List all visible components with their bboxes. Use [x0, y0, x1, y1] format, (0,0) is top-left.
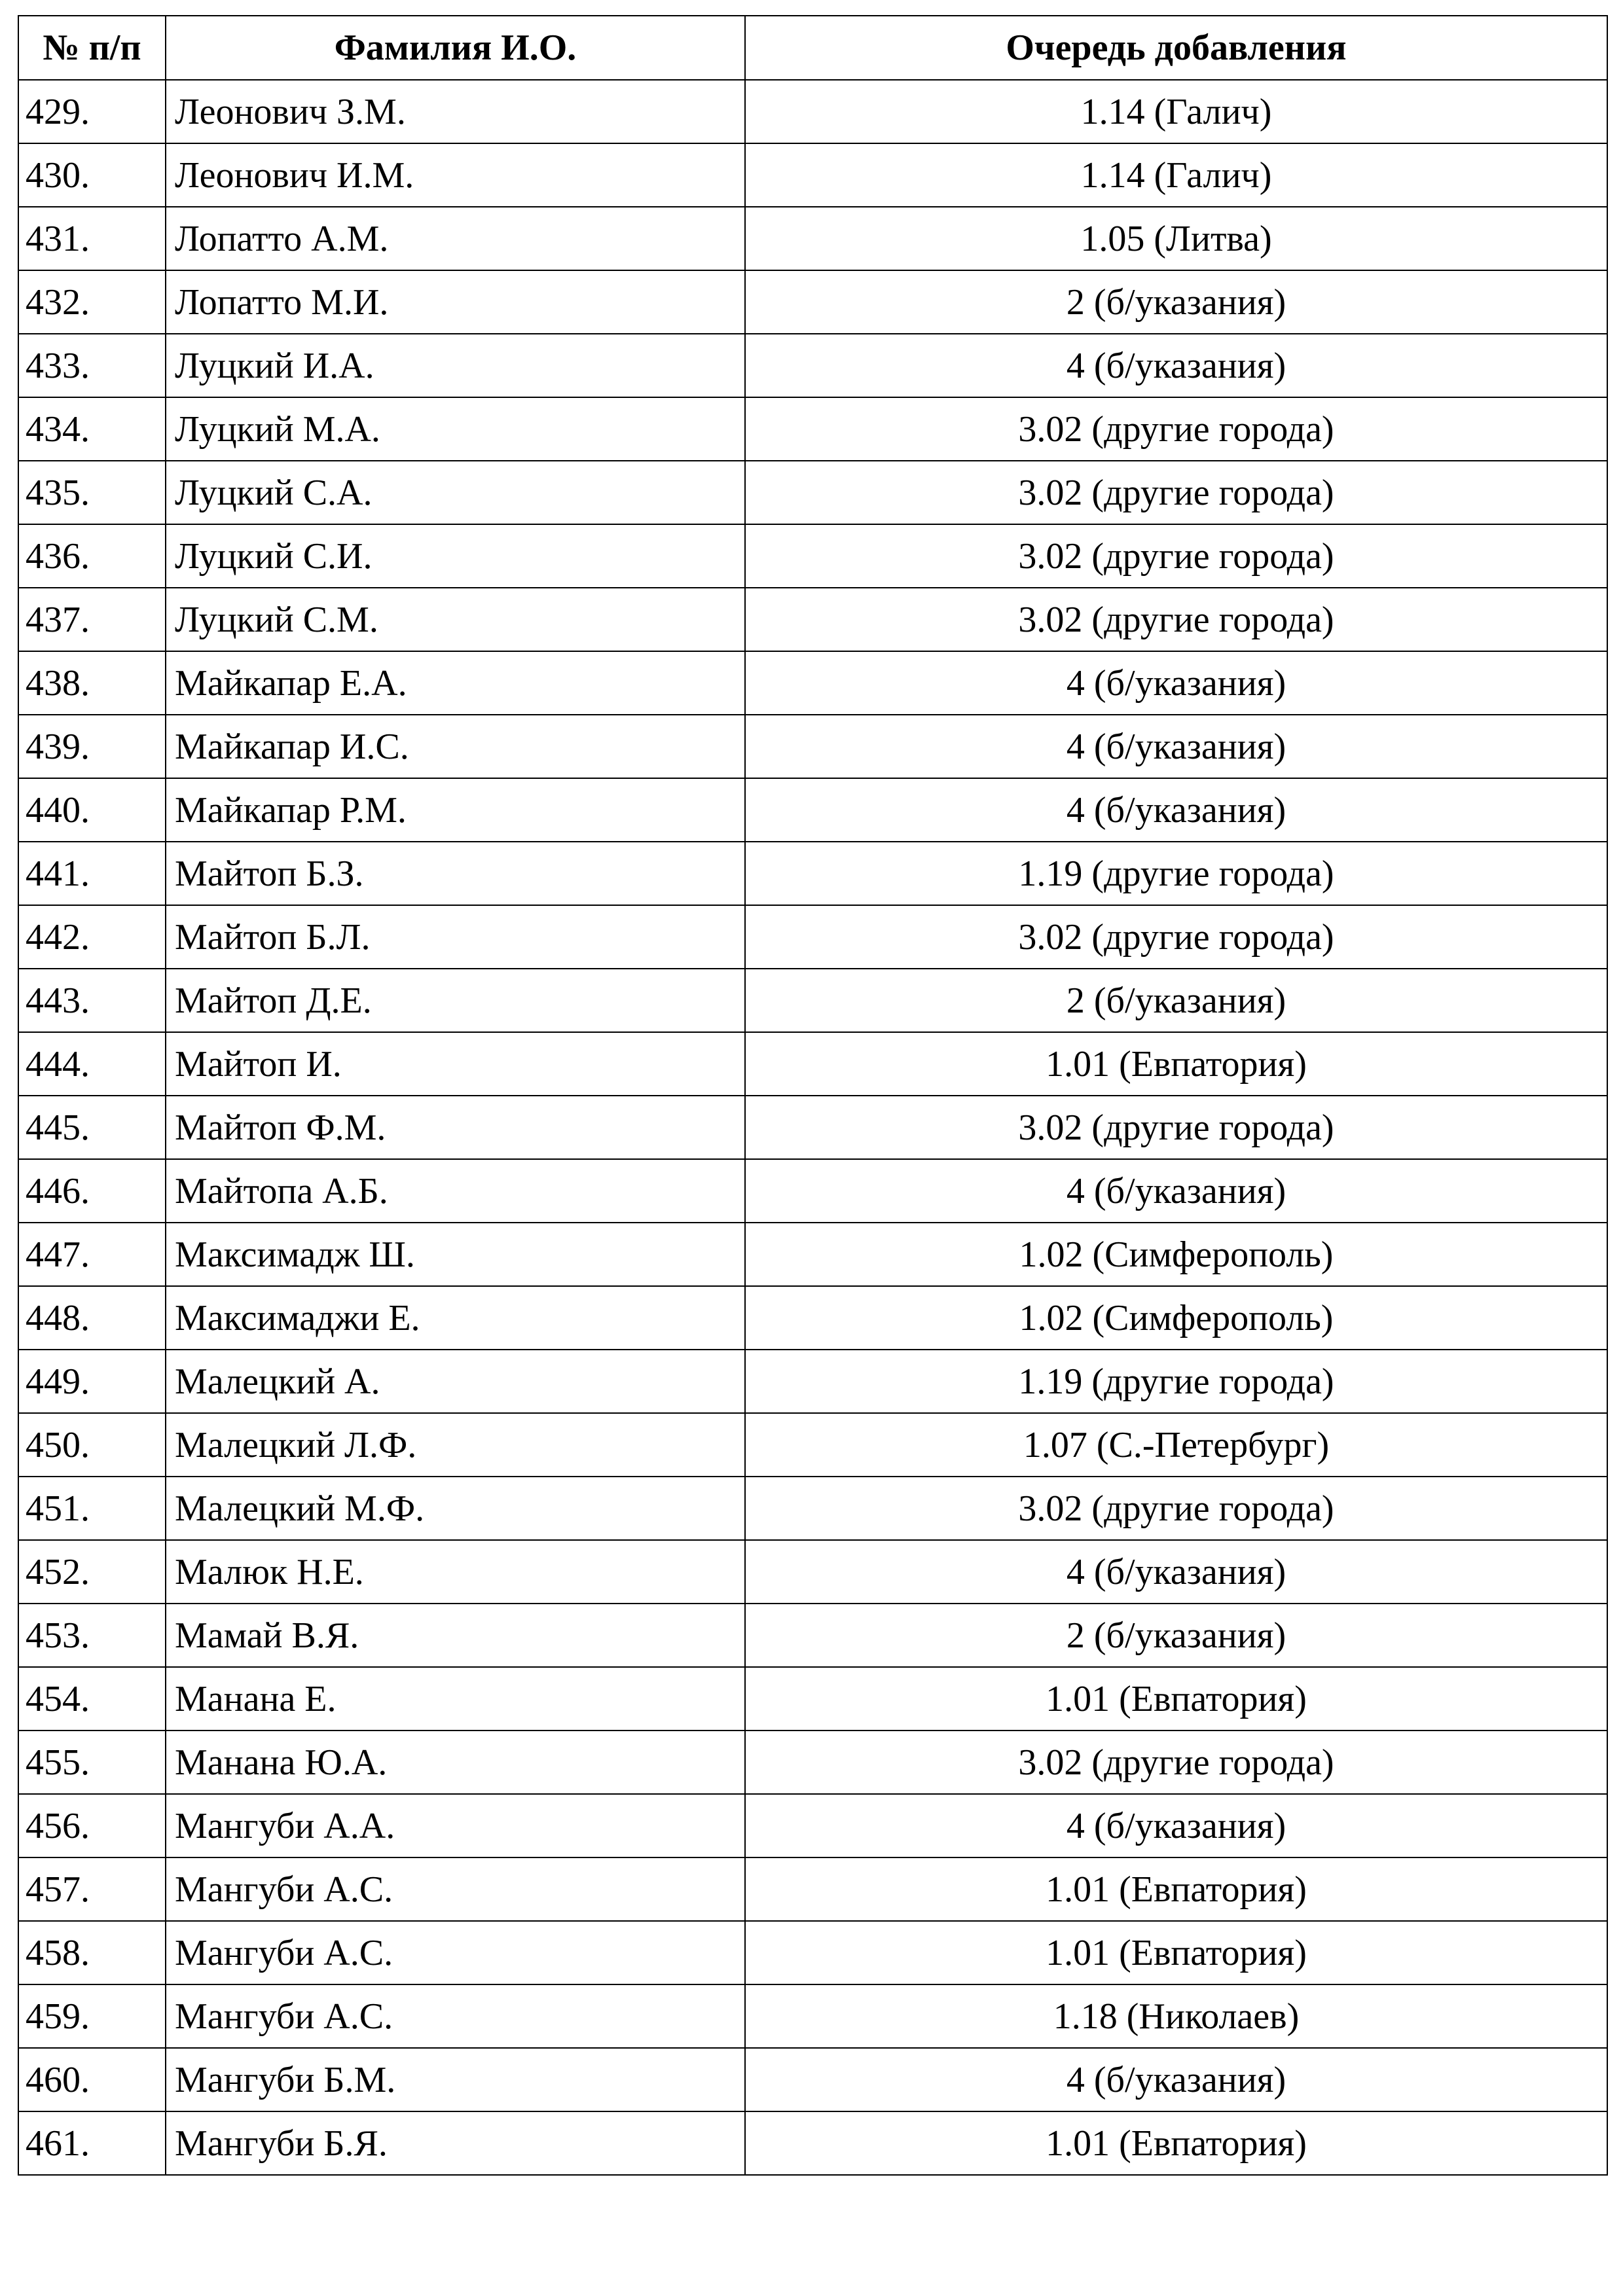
header-name: Фамилия И.О.: [166, 16, 745, 80]
row-queue: 4 (б/указания): [745, 334, 1607, 397]
row-queue: 1.19 (другие города): [745, 1350, 1607, 1413]
table-body: [18, 80, 1607, 2175]
row-queue: 1.02 (Симферополь): [745, 1223, 1607, 1286]
row-name: Майтоп Ф.М.: [166, 1096, 745, 1159]
row-number: 448.: [18, 1286, 166, 1350]
table-row: [18, 842, 1607, 905]
table-row: [18, 969, 1607, 1032]
row-name: Майкапар Р.М.: [166, 778, 745, 842]
row-queue: 4 (б/указания): [745, 651, 1607, 715]
row-queue: 1.02 (Симферополь): [745, 1286, 1607, 1350]
table-row: [18, 397, 1607, 461]
row-number: 460.: [18, 2048, 166, 2111]
row-queue: 4 (б/указания): [745, 2048, 1607, 2111]
table-row: [18, 1857, 1607, 1921]
row-name: Леонович И.М.: [166, 143, 745, 207]
row-queue: 2 (б/указания): [745, 1604, 1607, 1667]
row-number: 451.: [18, 1477, 166, 1540]
row-queue: 3.02 (другие города): [745, 1096, 1607, 1159]
table-row: [18, 1032, 1607, 1096]
row-number: 437.: [18, 588, 166, 651]
row-name: Малецкий Л.Ф.: [166, 1413, 745, 1477]
table-row: [18, 778, 1607, 842]
row-name: Мангуби А.С.: [166, 1857, 745, 1921]
row-queue: 1.19 (другие города): [745, 842, 1607, 905]
row-name: Мамай В.Я.: [166, 1604, 745, 1667]
row-name: Манана Е.: [166, 1667, 745, 1731]
row-name: Мангуби Б.Я.: [166, 2111, 745, 2175]
row-number: 434.: [18, 397, 166, 461]
row-name: Мангуби А.С.: [166, 1921, 745, 1984]
row-queue: 1.14 (Галич): [745, 143, 1607, 207]
row-number: 446.: [18, 1159, 166, 1223]
row-name: Луцкий С.А.: [166, 461, 745, 524]
header-number: № п/п: [18, 16, 166, 80]
row-name: Малюк Н.Е.: [166, 1540, 745, 1604]
row-name: Майтопа А.Б.: [166, 1159, 745, 1223]
row-queue: 3.02 (другие города): [745, 1477, 1607, 1540]
row-queue: 3.02 (другие города): [745, 905, 1607, 969]
row-queue: 4 (б/указания): [745, 1540, 1607, 1604]
row-queue: 1.14 (Галич): [745, 80, 1607, 143]
table-row: [18, 207, 1607, 270]
table-row: [18, 1477, 1607, 1540]
table-row: [18, 524, 1607, 588]
row-name: Мангуби А.С.: [166, 1984, 745, 2048]
header-row: [18, 16, 1607, 80]
row-number: 433.: [18, 334, 166, 397]
row-number: 436.: [18, 524, 166, 588]
row-queue: 1.18 (Николаев): [745, 1984, 1607, 2048]
row-queue: 1.01 (Евпатория): [745, 1667, 1607, 1731]
row-queue: 4 (б/указания): [745, 1794, 1607, 1857]
row-number: 432.: [18, 270, 166, 334]
table-row: [18, 1984, 1607, 2048]
table-row: [18, 334, 1607, 397]
row-queue: 1.01 (Евпатория): [745, 2111, 1607, 2175]
row-name: Малецкий А.: [166, 1350, 745, 1413]
row-name: Леонович З.М.: [166, 80, 745, 143]
table-row: [18, 1159, 1607, 1223]
table-row: [18, 1731, 1607, 1794]
row-queue: 4 (б/указания): [745, 1159, 1607, 1223]
row-queue: 1.01 (Евпатория): [745, 1032, 1607, 1096]
row-queue: 3.02 (другие города): [745, 524, 1607, 588]
table-row: [18, 1350, 1607, 1413]
row-queue: 3.02 (другие города): [745, 588, 1607, 651]
table-row: [18, 1096, 1607, 1159]
table-row: [18, 715, 1607, 778]
table-row: [18, 588, 1607, 651]
row-name: Луцкий М.А.: [166, 397, 745, 461]
table-row: [18, 1667, 1607, 1731]
table-row: [18, 1540, 1607, 1604]
row-number: 443.: [18, 969, 166, 1032]
table-row: [18, 2111, 1607, 2175]
row-queue: 4 (б/указания): [745, 778, 1607, 842]
row-name: Майкапар И.С.: [166, 715, 745, 778]
row-number: 449.: [18, 1350, 166, 1413]
row-name: Майтоп И.: [166, 1032, 745, 1096]
table-row: [18, 461, 1607, 524]
row-number: 429.: [18, 80, 166, 143]
row-number: 450.: [18, 1413, 166, 1477]
row-number: 454.: [18, 1667, 166, 1731]
row-number: 458.: [18, 1921, 166, 1984]
table-row: [18, 651, 1607, 715]
table-row: [18, 143, 1607, 207]
table-row: [18, 1286, 1607, 1350]
table-row: [18, 905, 1607, 969]
table-row: [18, 1794, 1607, 1857]
row-name: Мангуби Б.М.: [166, 2048, 745, 2111]
row-number: 456.: [18, 1794, 166, 1857]
row-queue: 1.07 (С.-Петербург): [745, 1413, 1607, 1477]
table-row: [18, 270, 1607, 334]
row-number: 442.: [18, 905, 166, 969]
row-number: 440.: [18, 778, 166, 842]
row-number: 453.: [18, 1604, 166, 1667]
row-number: 444.: [18, 1032, 166, 1096]
header-queue: Очередь добавления: [745, 16, 1607, 80]
row-number: 457.: [18, 1857, 166, 1921]
row-name: Луцкий И.А.: [166, 334, 745, 397]
row-name: Майтоп Д.Е.: [166, 969, 745, 1032]
row-queue: 2 (б/указания): [745, 969, 1607, 1032]
row-name: Майкапар Е.А.: [166, 651, 745, 715]
row-name: Луцкий С.И.: [166, 524, 745, 588]
row-number: 431.: [18, 207, 166, 270]
row-name: Майтоп Б.З.: [166, 842, 745, 905]
row-queue: 1.01 (Евпатория): [745, 1857, 1607, 1921]
table-row: [18, 1604, 1607, 1667]
table-row: [18, 2048, 1607, 2111]
row-number: 438.: [18, 651, 166, 715]
row-number: 455.: [18, 1731, 166, 1794]
row-number: 439.: [18, 715, 166, 778]
table-row: [18, 1413, 1607, 1477]
row-queue: 1.05 (Литва): [745, 207, 1607, 270]
row-name: Лопатто А.М.: [166, 207, 745, 270]
row-name: Майтоп Б.Л.: [166, 905, 745, 969]
row-queue: 2 (б/указания): [745, 270, 1607, 334]
row-name: Мангуби А.А.: [166, 1794, 745, 1857]
row-number: 447.: [18, 1223, 166, 1286]
table-row: [18, 80, 1607, 143]
row-queue: 1.01 (Евпатория): [745, 1921, 1607, 1984]
row-name: Луцкий С.М.: [166, 588, 745, 651]
row-name: Максимадж Ш.: [166, 1223, 745, 1286]
row-name: Лопатто М.И.: [166, 270, 745, 334]
table-row: [18, 1921, 1607, 1984]
row-number: 459.: [18, 1984, 166, 2048]
row-number: 430.: [18, 143, 166, 207]
row-number: 435.: [18, 461, 166, 524]
row-name: Малецкий М.Ф.: [166, 1477, 745, 1540]
row-name: Манана Ю.А.: [166, 1731, 745, 1794]
row-number: 441.: [18, 842, 166, 905]
row-queue: 3.02 (другие города): [745, 397, 1607, 461]
row-queue: 4 (б/указания): [745, 715, 1607, 778]
row-queue: 3.02 (другие города): [745, 1731, 1607, 1794]
row-number: 445.: [18, 1096, 166, 1159]
table-row: [18, 1223, 1607, 1286]
names-table: [18, 15, 1608, 2176]
row-queue: 3.02 (другие города): [745, 461, 1607, 524]
row-name: Максимаджи Е.: [166, 1286, 745, 1350]
row-number: 461.: [18, 2111, 166, 2175]
row-number: 452.: [18, 1540, 166, 1604]
